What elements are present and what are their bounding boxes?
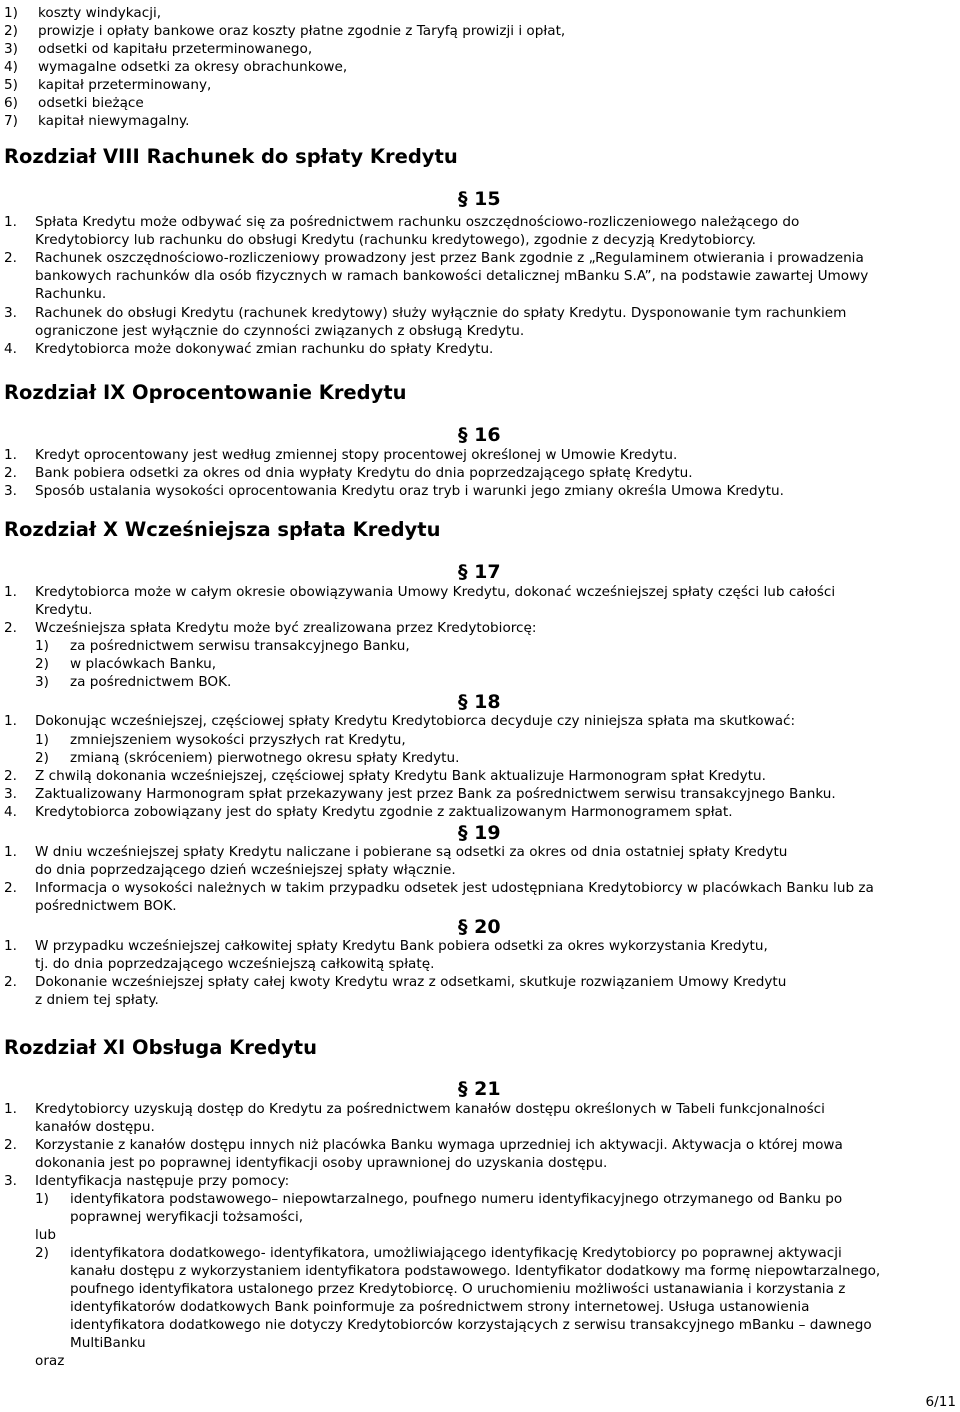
section-marker: § 15 [458, 188, 501, 210]
chapter-heading: Rozdział VIII Rachunek do spłaty Kredytu [4, 145, 458, 168]
paragraph-line: za pośrednictwem BOK. [70, 674, 232, 690]
paragraph-line: Sposób ustalania wysokości oprocentowania Kredytu oraz tryb i warunki jego zmiany określa Umowa Kredytu. [35, 483, 784, 499]
section-marker: § 18 [458, 691, 501, 713]
paragraph-line: do dnia poprzedzającego dzień wcześniejszej spłaty włącznie. [35, 862, 456, 878]
item-number: 4. [4, 804, 17, 820]
item-number: 2. [4, 974, 17, 990]
item-number: 2. [4, 250, 17, 266]
paragraph-line: Zaktualizowany Harmonogram spłat przekazywany jest przez Bank za pośrednictwem serwisu transakcyjnego Banku. [35, 786, 836, 802]
paragraph-line: Korzystanie z kanałów dostępu innych niż placówka Banku wymaga uprzedniej ich aktywacji. Aktywacja o której mowa [35, 1137, 843, 1153]
item-number: 2) [4, 23, 18, 39]
paragraph-line: lub [35, 1227, 57, 1243]
item-number: 1. [4, 214, 17, 230]
section-marker: § 16 [458, 424, 501, 446]
item-number: 2) [35, 750, 49, 766]
list-item-text: prowizje i opłaty bankowe oraz koszty płatne zgodnie z Taryfą prowizji i opłat, [38, 23, 566, 39]
item-number: 2. [4, 620, 17, 636]
chapter-heading: Rozdział XI Obsługa Kredytu [4, 1036, 318, 1059]
item-number: 6) [4, 95, 18, 111]
item-number: 7) [4, 113, 18, 129]
item-number: 3) [35, 674, 49, 690]
paragraph-line: pośrednictwem BOK. [35, 898, 177, 914]
page-number: 6/11 [925, 1394, 956, 1410]
chapter-heading: Rozdział X Wcześniejsza spłata Kredytu [4, 518, 441, 541]
paragraph-line: Kredytobiorca może w całym okresie obowiązywania Umowy Kredytu, dokonać wcześniejszej spłaty części lub całości [35, 584, 836, 600]
paragraph-line: Kredyt oprocentowany jest według zmiennej stopy procentowej określonej w Umowie Kredytu. [35, 447, 678, 463]
paragraph-line: identyfikatora podstawowego– niepowtarzalnego, poufnego numeru identyfikacyjnego otrzymanego od Banku po [70, 1191, 843, 1207]
paragraph-line: identyfikatorów dodatkowych Bank poinformuje za pośrednictwem strony internetowej. Usługa ustanowienia [70, 1299, 810, 1315]
paragraph-line: Kredytobiorcy lub rachunku do obsługi Kredytu (rachunku kredytowego), zgodnie z decyzją Kredytobiorcy. [35, 232, 756, 248]
paragraph-line: poprawnej weryfikacji tożsamości, [70, 1209, 304, 1225]
item-number: 3. [4, 483, 17, 499]
paragraph-line: identyfikatora dodatkowego nie dotyczy Kredytobiorców korzystających z serwisu transakcyjnego mBanku – dawnego [70, 1317, 872, 1333]
paragraph-line: Dokonując wcześniejszej, częściowej spłaty Kredytu Kredytobiorca decyduje czy niniejsza spłata ma skutkować: [35, 713, 796, 729]
list-item [4, 4, 18, 22]
section-marker: § 17 [458, 561, 501, 583]
section-marker: § 21 [458, 1078, 501, 1100]
item-number: 2. [4, 768, 17, 784]
item-number: 2. [4, 1137, 17, 1153]
section-marker: § 20 [458, 916, 501, 938]
paragraph-line: MultiBanku [70, 1335, 146, 1351]
paragraph-line: Kredytobiorcy uzyskują dostęp do Kredytu za pośrednictwem kanałów dostępu określonych w Tabeli funkcjonalności [35, 1101, 825, 1117]
section-marker: § 19 [458, 822, 501, 844]
item-number: 1. [4, 938, 17, 954]
paragraph-line: w placówkach Banku, [70, 656, 217, 672]
paragraph-line: zmianą (skróceniem) pierwotnego okresu spłaty Kredytu. [70, 750, 460, 766]
item-number: 1. [4, 844, 17, 860]
list-item-text: koszty windykacji, [38, 5, 162, 21]
paragraph-line: dokonania jest po poprawnej identyfikacji osoby uprawnionej do uzyskania dostępu. [35, 1155, 608, 1171]
item-number: 1. [4, 447, 17, 463]
paragraph-line: za pośrednictwem serwisu transakcyjnego Banku, [70, 638, 410, 654]
paragraph-line: Dokonanie wcześniejszej spłaty całej kwoty Kredytu wraz z odsetkami, skutkuje rozwiązaniem Umowy Kredytu [35, 974, 787, 990]
paragraph-line: Rachunek do obsługi Kredytu (rachunek kredytowy) służy wyłącznie do spłaty Kredytu. Dysponowanie tym rachunkiem [35, 305, 847, 321]
paragraph-line: kanałów dostępu. [35, 1119, 155, 1135]
item-number: 1. [4, 713, 17, 729]
item-number: 3. [4, 1173, 17, 1189]
paragraph-line: tj. do dnia poprzedzającego wcześniejszą całkowitą spłatę. [35, 956, 435, 972]
item-number: 4. [4, 341, 17, 357]
item-number: 1) [35, 732, 49, 748]
paragraph-line: Spłata Kredytu może odbywać się za pośrednictwem rachunku oszczędnościowo-rozliczeniowego należącego do [35, 214, 800, 230]
item-number: 2) [35, 1245, 49, 1261]
item-number: 4) [4, 59, 18, 75]
item-number: 3) [4, 41, 18, 57]
list-item-text: odsetki od kapitału przeterminowanego, [38, 41, 313, 57]
item-number: 1. [4, 1101, 17, 1117]
paragraph-line: Rachunku. [35, 286, 107, 302]
item-number: 5) [4, 77, 18, 93]
item-number: 1) [35, 1191, 49, 1207]
paragraph-line: Kredytu. [35, 602, 93, 618]
item-number: 2. [4, 880, 17, 896]
paragraph-line: identyfikatora dodatkowego- identyfikatora, umożliwiającego identyfikację Kredytobiorcy po poprawnej aktywacji [70, 1245, 842, 1261]
paragraph-line: oraz [35, 1353, 65, 1369]
list-item-text: kapitał niewymagalny. [38, 113, 190, 129]
item-number: 1) [4, 5, 18, 21]
paragraph-line: z dniem tej spłaty. [35, 992, 159, 1008]
paragraph-line: W przypadku wcześniejszej całkowitej spłaty Kredytu Bank pobiera odsetki za okres wykorzystania Kredytu, [35, 938, 768, 954]
paragraph-line: Kredytobiorca zobowiązany jest do spłaty Kredytu zgodnie z zaktualizowanym Harmonogramem spłat. [35, 804, 733, 820]
item-number: 2. [4, 465, 17, 481]
paragraph-line: Z chwilą dokonania wcześniejszej, częściowej spłaty Kredytu Bank aktualizuje Harmonogram spłat Kredytu. [35, 768, 766, 784]
list-item-text: wymagalne odsetki za okresy obrachunkowe, [38, 59, 348, 75]
item-number: 3. [4, 305, 17, 321]
item-number: 2) [35, 656, 49, 672]
paragraph-line: Bank pobiera odsetki za okres od dnia wypłaty Kredytu do dnia poprzedzającego spłatę Kredytu. [35, 465, 693, 481]
paragraph-line: bankowych rachunków dla osób fizycznych w ramach bankowości detalicznej mBanku S.A”, na podstawie zawartej Umowy [35, 268, 869, 284]
paragraph-line: Kredytobiorca może dokonywać zmian rachunku do spłaty Kredytu. [35, 341, 494, 357]
paragraph-line: Informacja o wysokości należnych w takim przypadku odsetek jest udostępniana Kredytobiorcy w placówkach Banku lub za [35, 880, 874, 896]
paragraph-line: Wcześniejsza spłata Kredytu może być zrealizowana przez Kredytobiorcę: [35, 620, 537, 636]
paragraph-line: poufnego identyfikatora ustalonego przez Kredytobiorcę. O uruchomieniu możliwości ustanawiania i korzystania z [70, 1281, 846, 1297]
paragraph-line: Identyfikacja następuje przy pomocy: [35, 1173, 290, 1189]
item-number: 1) [35, 638, 49, 654]
item-number: 3. [4, 786, 17, 802]
paragraph-line: W dniu wcześniejszej spłaty Kredytu naliczane i pobierane są odsetki za okres od dnia ostatniej spłaty Kredytu [35, 844, 788, 860]
item-number: 1. [4, 584, 17, 600]
chapter-heading: Rozdział IX Oprocentowanie Kredytu [4, 381, 407, 404]
paragraph-line: ograniczone jest wyłącznie do czynności związanych z obsługą Kredytu. [35, 323, 525, 339]
paragraph-line: Rachunek oszczędnościowo-rozliczeniowy prowadzony jest przez Bank zgodnie z „Regulaminem otwierania i prowadzenia [35, 250, 864, 266]
paragraph-line: zmniejszeniem wysokości przyszłych rat Kredytu, [70, 732, 406, 748]
list-item-text: odsetki bieżące [38, 95, 144, 111]
list-item-text: kapitał przeterminowany, [38, 77, 212, 93]
paragraph-line: kanału dostępu z wykorzystaniem identyfikatora podstawowego. Identyfikator dodatkowy ma formę niepowtarzalnego, [70, 1263, 881, 1279]
